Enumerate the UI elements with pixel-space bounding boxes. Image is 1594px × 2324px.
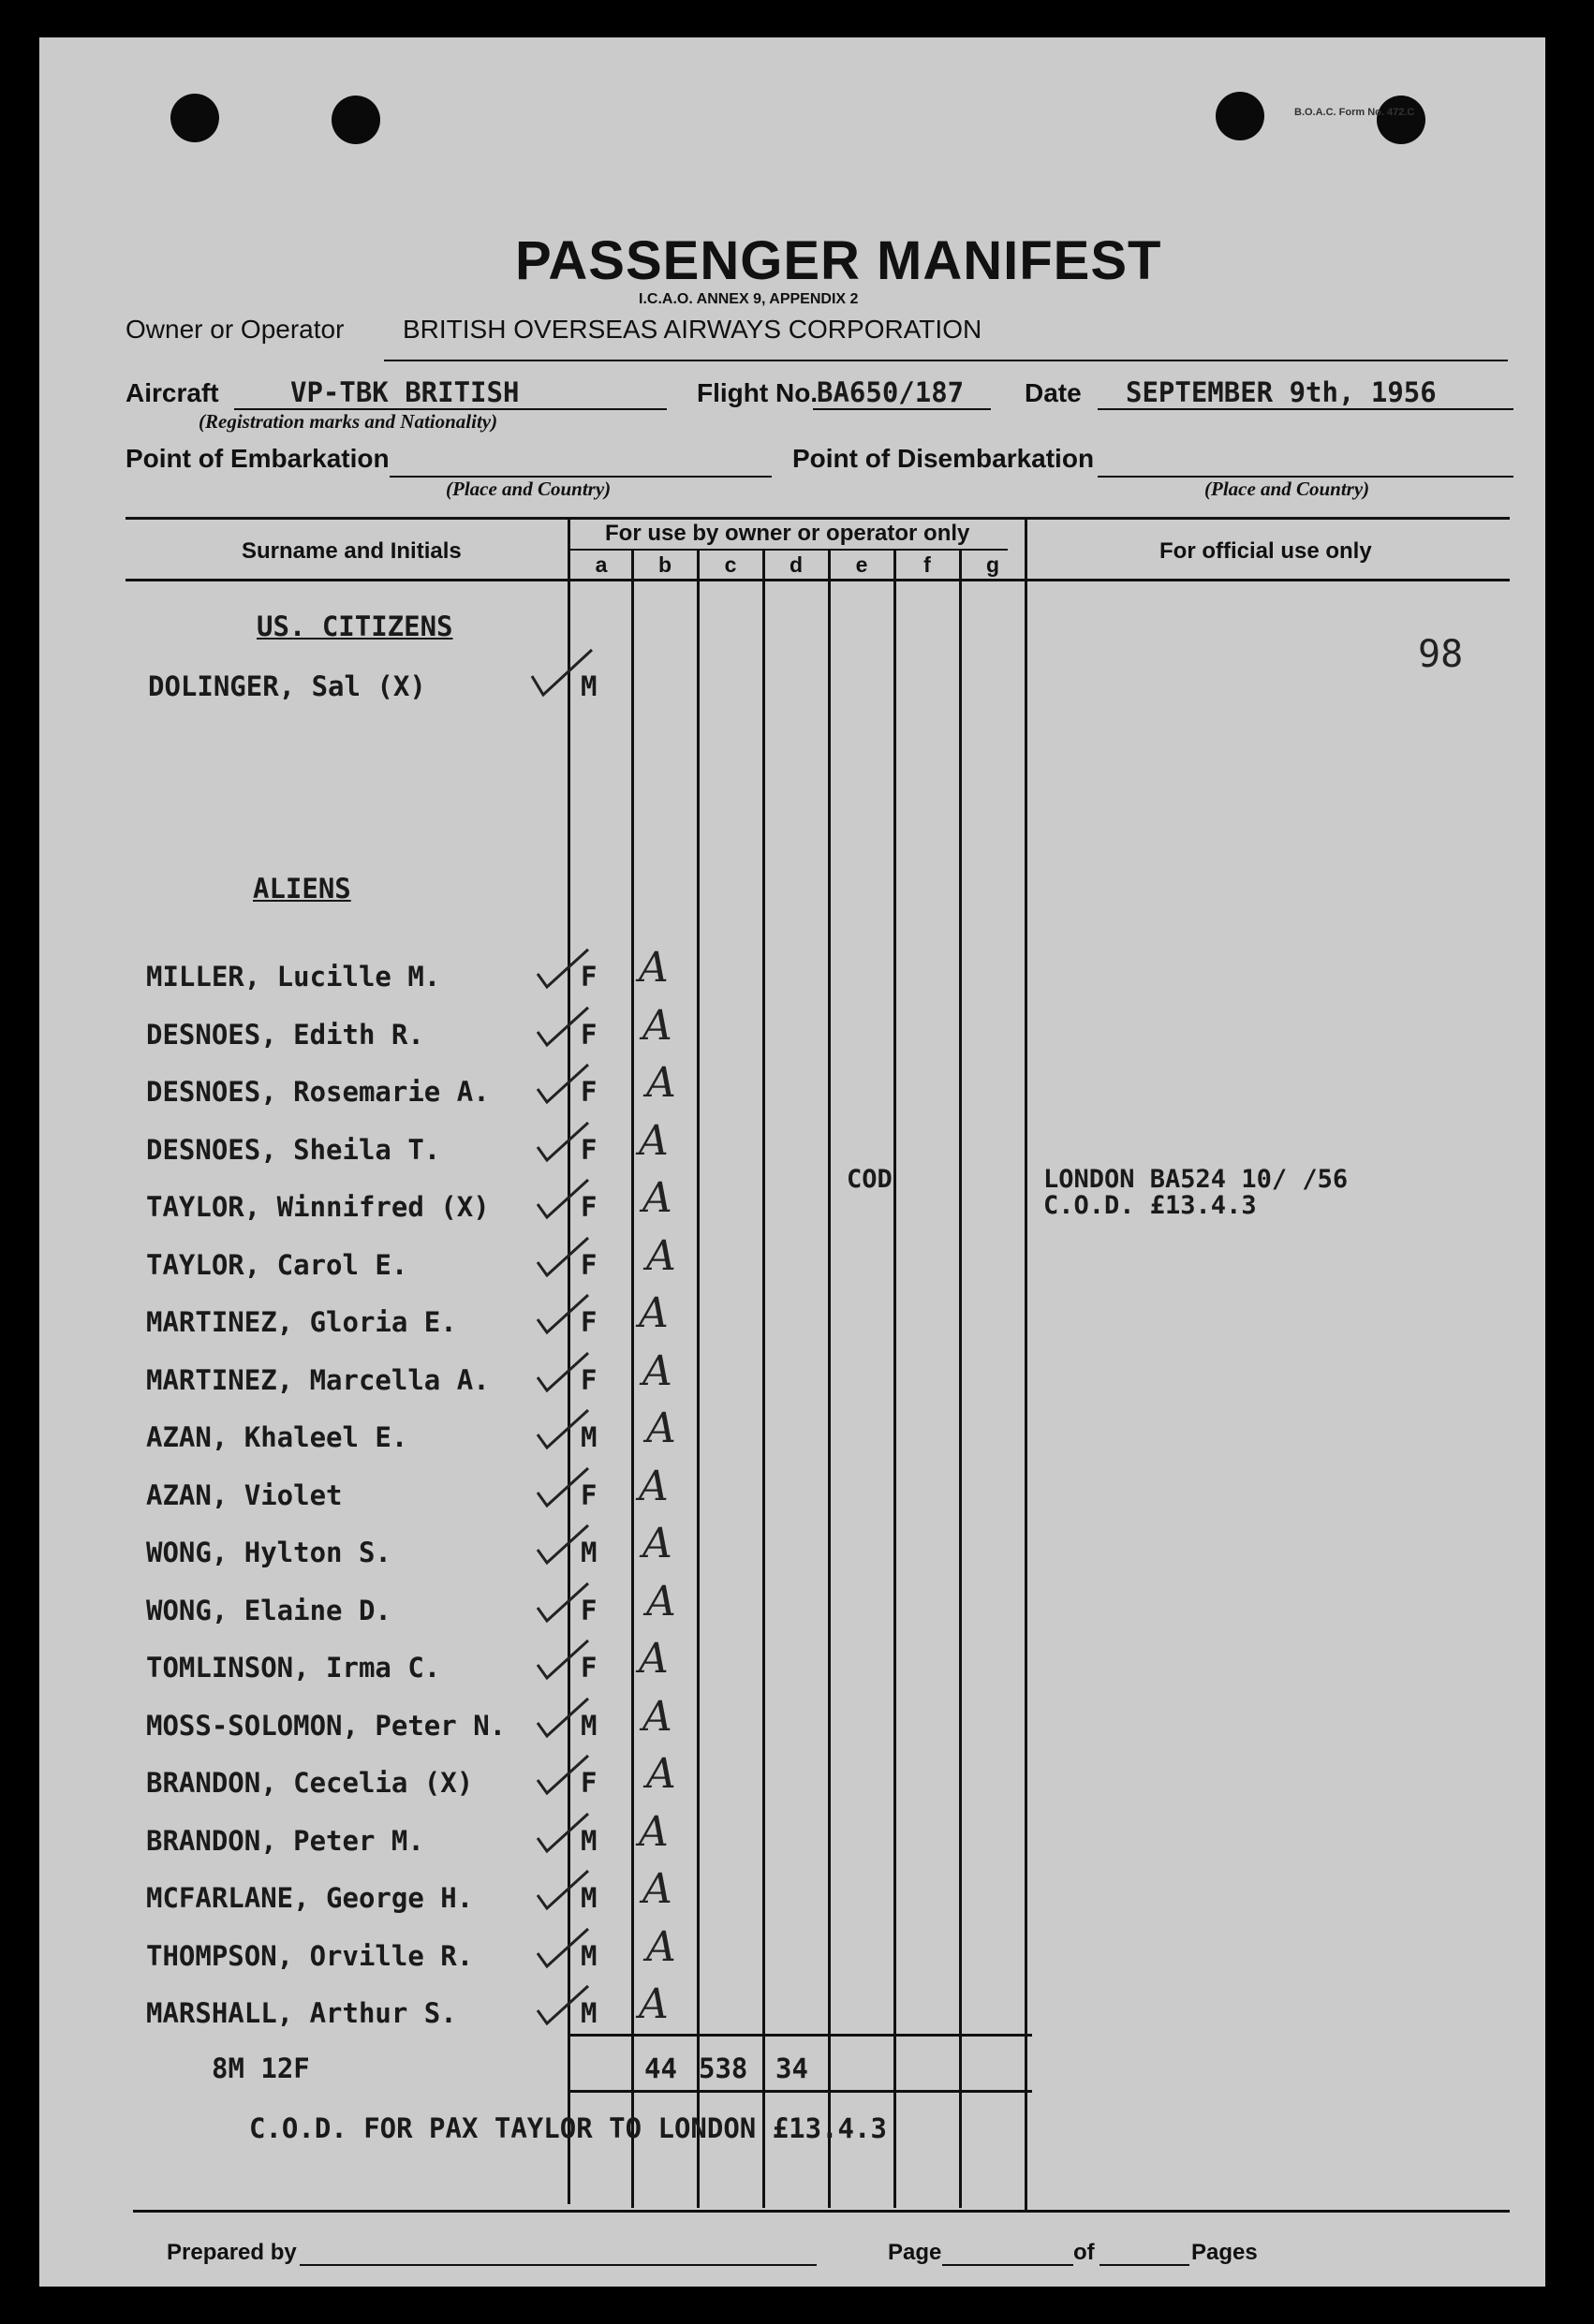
handwritten-mark: A [642,1174,672,1222]
passenger-sex: M [581,1537,598,1568]
tick-mark-icon [532,1464,598,1511]
handwritten-mark: A [639,1117,669,1165]
passenger-sex: F [581,1652,598,1684]
column-header-c: c [724,552,737,577]
totals-label: 8M 12F [212,2052,310,2084]
passenger-name: TAYLOR, Carol E. [146,1249,408,1281]
column-divider [893,551,896,2208]
tick-mark-icon [532,1004,598,1051]
totals-top-rule [568,2034,1032,2037]
column-divider [631,551,634,2208]
handwritten-mark: A [646,1750,676,1798]
owner-label: Owner or Operator [125,315,345,344]
tick-mark-icon [532,1119,598,1166]
passenger-sex: F [581,961,598,993]
column-divider [1025,517,1027,2210]
tick-mark-icon [532,1580,598,1626]
tick-mark-icon [532,1061,598,1108]
passenger-name: AZAN, Violet [146,1479,343,1511]
passenger-name: MCFARLANE, George H. [146,1882,474,1914]
passenger-sex: F [581,1306,598,1338]
passenger-sex: M [581,1825,598,1857]
totals-c: 538 [699,2052,748,2084]
passenger-name: MARTINEZ, Gloria E. [146,1306,457,1338]
owner-value: BRITISH OVERSEAS AIRWAYS CORPORATION [403,315,982,344]
column-divider [959,551,962,2208]
page-underline [942,2264,1073,2266]
tick-mark-icon [532,1752,598,1799]
tick-mark-icon [532,946,598,993]
passenger-name: AZAN, Khaleel E. [146,1421,408,1453]
passenger-name: BRANDON, Peter M. [146,1825,424,1857]
flight-value: BA650/187 [817,376,965,408]
owner-underline [384,360,1508,361]
flight-label: Flight No. [697,378,819,407]
passenger-name: WONG, Hylton S. [146,1537,391,1568]
column-divider [697,551,700,2208]
passenger-sex: M [581,1997,598,2029]
embark-label: Point of Embarkation [125,444,390,473]
prepared-by-label: Prepared by [167,2240,297,2265]
tick-mark-icon [532,1522,598,1568]
embark-note: (Place and Country) [446,478,612,500]
handwritten-mark: A [642,1002,672,1050]
passenger-sex: F [581,1479,598,1511]
passenger-name: TOMLINSON, Irma C. [146,1652,441,1684]
punch-hole-icon [332,96,380,144]
handwritten-mark: A [642,1520,672,1567]
tick-mark-icon [526,644,601,700]
passenger-name: MARTINEZ, Marcella A. [146,1364,490,1396]
aircraft-note: (Registration marks and Nationality) [199,410,498,433]
flight-underline [813,408,991,410]
column-divider [828,551,831,2208]
handwritten-mark: A [646,1232,676,1280]
totals-b: 44 [644,2052,677,2084]
passenger-sex: M [581,1940,598,1972]
surname-header: Surname and Initials [242,538,462,564]
disembark-label: Point of Disembarkation [792,444,1095,473]
tick-mark-icon [532,1925,598,1972]
page-label: Page [888,2240,942,2265]
column-header-e: e [855,552,868,577]
tick-mark-icon [532,1695,598,1742]
tick-mark-icon [532,1176,598,1223]
handwritten-mark: A [639,1980,669,2028]
aircraft-label: Aircraft [125,378,219,407]
passenger-name: TAYLOR, Winnifred (X) [146,1191,490,1223]
passenger-sex: M [581,1710,598,1742]
tick-mark-icon [532,1406,598,1453]
punch-hole-icon [1377,96,1425,144]
handwritten-mark: A [646,1405,676,1452]
manifest-sheet [39,37,1545,2287]
passenger-sex: F [581,1595,598,1626]
date-label: Date [1025,378,1082,407]
footer-top-rule [133,2210,1510,2213]
section-heading-us-citizens: US. CITIZENS [257,610,453,642]
page-title: PASSENGER MANIFEST [515,230,1162,291]
passenger-sex: F [581,1364,598,1396]
passenger-name: MARSHALL, Arthur S. [146,1997,457,2029]
passenger-sex: F [581,1076,598,1108]
of-label: of [1073,2240,1095,2265]
official-use-header: For official use only [1159,538,1372,564]
handwritten-mark: A [639,1463,669,1510]
passenger-sex: M [581,1421,598,1453]
handwritten-mark: A [639,1808,669,1856]
passenger-sex: F [581,1767,598,1799]
totals-bottom-rule [568,2090,1032,2093]
page-subtitle: I.C.A.O. ANNEX 9, APPENDIX 2 [639,291,859,307]
passenger-name: DESNOES, Edith R. [146,1019,424,1051]
punch-hole-icon [1216,92,1264,140]
column-header-b: b [657,552,672,577]
handwritten-mark: A [646,1059,676,1107]
table-header-rule [125,579,1510,581]
column-header-f: f [923,552,931,577]
handwritten-mark: A [639,1635,669,1683]
handwritten-mark: A [639,944,669,992]
cod-footer: C.O.D. FOR PAX TAYLOR TO LONDON £13.4.3 [249,2112,887,2144]
totals-d: 34 [775,2052,808,2084]
passenger-name: DESNOES, Sheila T. [146,1134,441,1166]
official-note-cod: C.O.D. £13.4.3 [1043,1191,1257,1220]
prepared-by-underline [300,2264,817,2266]
form-number: B.O.A.C. Form No. 472.C [1294,107,1415,118]
official-number: 98 [1418,633,1464,676]
passenger-sex: F [581,1249,598,1281]
disembark-note: (Place and Country) [1204,478,1370,500]
tick-mark-icon [532,1637,598,1684]
passenger-sex: F [581,1019,598,1051]
passenger-name: THOMPSON, Orville R. [146,1940,474,1972]
handwritten-mark: A [642,1865,672,1913]
owner-use-header: For use by owner or operator only [605,521,970,546]
passenger-name: MOSS-SOLOMON, Peter N. [146,1710,507,1742]
handwritten-mark: A [642,1693,672,1741]
of-underline [1100,2264,1189,2266]
tick-mark-icon [532,1982,598,2029]
column-divider [762,551,765,2208]
handwritten-mark: A [639,1289,669,1337]
tick-mark-icon [532,1867,598,1914]
passenger-sex: M [581,1882,598,1914]
passenger-sex: F [581,1134,598,1166]
aircraft-value: VP-TBK BRITISH [290,376,520,408]
date-value: SEPTEMBER 9th, 1956 [1126,376,1437,408]
tick-mark-icon [532,1810,598,1857]
tick-mark-icon [532,1291,598,1338]
column-header-d: d [789,552,804,577]
date-underline [1098,408,1513,410]
passenger-name: DOLINGER, Sal (X) [148,670,426,702]
official-note-destination: LONDON BA524 10/ /56 [1043,1165,1349,1194]
table-top-rule [125,517,1510,520]
cod-cell: COD [847,1165,893,1194]
passenger-sex: M [581,670,598,702]
passenger-name: DESNOES, Rosemarie A. [146,1076,490,1108]
column-header-a: a [595,552,608,577]
handwritten-mark: A [646,1578,676,1625]
tick-mark-icon [532,1349,598,1396]
passenger-name: WONG, Elaine D. [146,1595,391,1626]
handwritten-mark: A [646,1923,676,1971]
pages-label: Pages [1191,2240,1258,2265]
punch-hole-icon [170,94,219,142]
passenger-name: BRANDON, Cecelia (X) [146,1767,474,1799]
section-heading-aliens: ALIENS [253,873,351,905]
passenger-sex: F [581,1191,598,1223]
passenger-name: MILLER, Lucille M. [146,961,441,993]
column-header-g: g [985,552,1000,577]
handwritten-mark: A [642,1347,672,1395]
tick-mark-icon [532,1234,598,1281]
